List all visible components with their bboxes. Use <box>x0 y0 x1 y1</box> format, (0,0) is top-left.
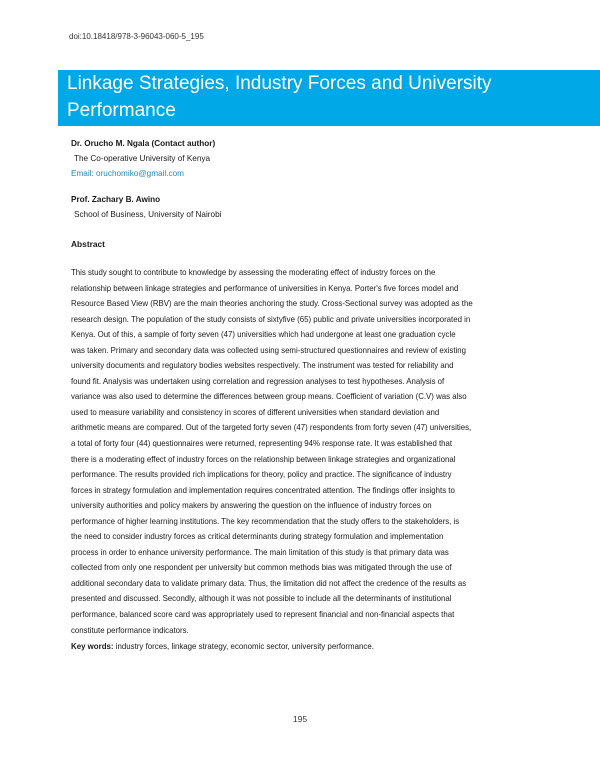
title-line-1: Linkage Strategies, Industry Forces and University <box>67 73 492 94</box>
doi-text: doi:10.18418/978-3-96043-060-5_195 <box>69 32 204 41</box>
keywords-label: Key words: <box>71 642 114 651</box>
page-number: 195 <box>292 714 308 724</box>
abstract-line: the need to consider industry forces as critical determinants during strategy formulation and implementation <box>71 532 444 542</box>
abstract-line: performance, balanced score card was appropriately used to represent financial and non-financial aspects that <box>71 610 455 620</box>
abstract-body <box>71 265 533 638</box>
title-line-2: Performance <box>67 100 176 121</box>
abstract-line: Resource Based View (RBV) are the main theories anchoring the study. Cross-Sectional survey was adopted as the <box>71 299 473 309</box>
abstract-line: collected from only one respondent per university but common methods bias was mitigated through the use of <box>71 563 452 573</box>
abstract-line: Kenya. Out of this, a sample of forty seven (47) universities which had undergone at least one graduation cycle <box>71 330 456 340</box>
abstract-line: was taken. Primary and secondary data was collected using semi-structured questionnaires and review of existing <box>71 345 466 355</box>
abstract-line: relationship between linkage strategies and performance of universities in Kenya. Porter's five forces model and <box>71 283 459 293</box>
abstract-line: used to measure variability and consistency in scores of different universities when standard deviation and <box>71 407 440 417</box>
abstract-line: process in order to enhance university performance. The main limitation of this study is that primary data was <box>71 547 449 557</box>
abstract-line: university authorities and policy makers by answering the question on the influence of industry forces on <box>71 501 432 511</box>
author-2-affiliation: School of Business, University of Nairobi <box>74 210 222 219</box>
abstract-line: performance. The results provided rich implications for theory, policy and practice. The significance of industry <box>71 470 452 480</box>
author-1-name: Dr. Orucho M. Ngala (Contact author) <box>71 139 216 148</box>
abstract-heading: Abstract <box>71 239 105 249</box>
abstract-line: performance of higher learning institutions. The key recommendation that the study offers to the stakeholders, is <box>71 516 460 526</box>
abstract-line: found fit. Analysis was undertaken using correlation and regression analyses to test hypotheses. Analysis of <box>71 376 445 386</box>
abstract-line: presented and discussed. Secondly, although it was not possible to include all the determinants of institutional <box>71 594 452 604</box>
author-1-affiliation: The Co-operative University of Kenya <box>74 154 211 163</box>
abstract-line: This study sought to contribute to knowledge by assessing the moderating effect of industry forces on the <box>71 268 436 277</box>
abstract-line: constitute performance indicators. <box>71 625 189 635</box>
author-1 <box>71 136 215 181</box>
author-2-name: Prof. Zachary B. Awino <box>71 195 161 204</box>
abstract-line: additional secondary data to validate primary data. Thus, the limitation did not affect the credence of the results as <box>71 578 467 588</box>
keywords <box>71 639 541 654</box>
keywords-text: industry forces, linkage strategy, economic sector, university performance. <box>115 642 374 651</box>
abstract-line: forces in strategy formulation and implementation requires concentrated attention. The findings offer insights to <box>71 485 455 495</box>
abstract-line: university documents and regulatory bodies websites respectively. The instrument was tested for reliability and <box>71 361 454 371</box>
abstract-line: arithmetic means are compared. Out of the targeted forty seven (47) respondents from forty seven (47) universities, <box>71 423 472 433</box>
abstract-line: there is a moderating effect of industry forces on the relationship between linkage strategies and organizational <box>71 454 456 464</box>
abstract-line: a total of forty four (44) questionnaires were returned, representing 94% response rate. It was established that <box>71 439 453 449</box>
author-1-email[interactable]: Email: oruchomiko@gmail.com <box>71 169 184 178</box>
author-2 <box>71 192 221 222</box>
abstract-line: research design. The population of the study consists of sixtyfive (65) public and private universities incorporated in <box>71 314 471 324</box>
abstract-line: variance was also used to determine the differences between group means. Coefficient of variation (C.V) was also <box>71 392 467 402</box>
paper-title <box>67 70 587 124</box>
